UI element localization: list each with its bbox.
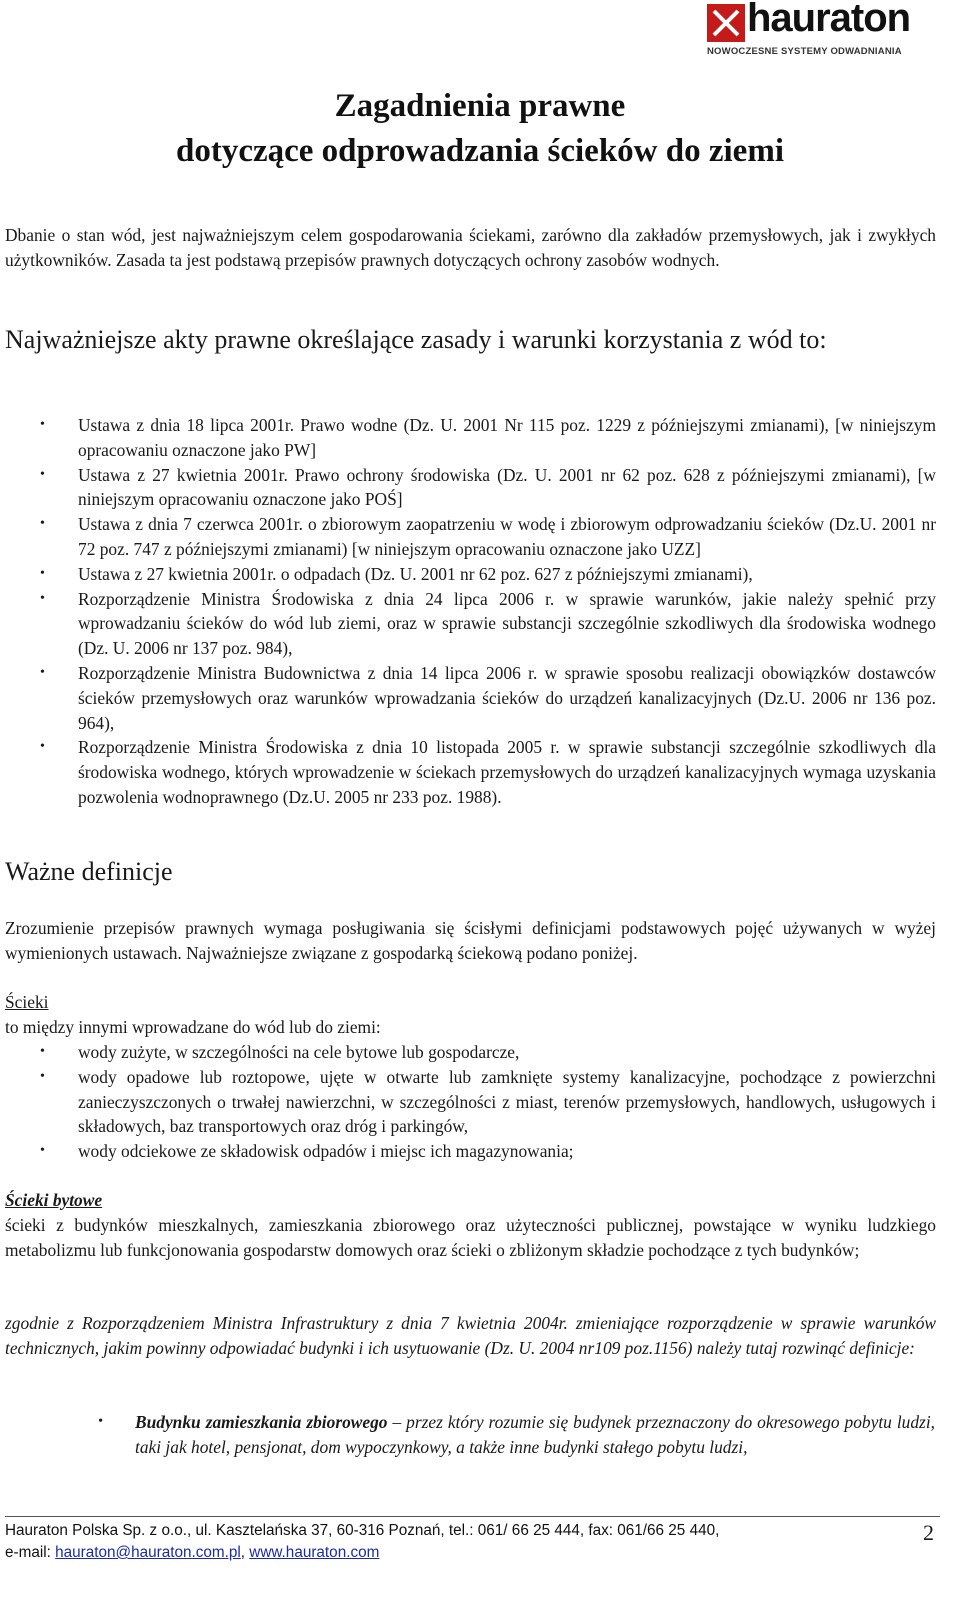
footer-separator: , [240, 1544, 250, 1561]
regulation-note: zgodnie z Rozporządzeniem Ministra Infrastruktury z dnia 7 kwietnia 2004r. zmieniające rozporządzenie w sprawie warunków technicznych, jakim powinny odpowiadać budynki i ich usytuowanie (Dz. U. 2004 nr109 poz.1156) należy tutaj rozwinąć definicje: [5, 1313, 936, 1358]
footer-contact [5, 1542, 719, 1564]
bullet-icon: • [40, 466, 45, 482]
act-text: Rozporządzenie Ministra Budownictwa z dnia 14 lipca 2006 r. w sprawie sposobu realizacji obowiązków dostawców ścieków przemysłowych oraz warunków wprowadzania ścieków do urządzeń kanalizacyjnych (Dz.U. 2006 nr 136 poz. 964), [78, 662, 936, 733]
footer-email-label: e-mail: [5, 1544, 56, 1561]
scieki-bytowe-text: ścieki z budynków mieszkalnych, zamieszkania zbiorowego oraz użyteczności publicznej, powstające w wyniku ludzkiego metabolizmu lub funkcjonowania gospodarstw domowych oraz ścieki o zbliżonym składzie pochodzące z tych budynków; [5, 1215, 936, 1260]
scieki-list [0, 1040, 960, 1164]
bullet-icon: • [40, 664, 45, 680]
list-item [0, 512, 936, 562]
list-item [0, 463, 936, 513]
scieki-item: wody odciekowe ze składowisk odpadów i miejsc ich magazynowania; [78, 1141, 574, 1162]
bullet-icon: • [40, 739, 45, 755]
act-text: Ustawa z 27 kwietnia 2001r. Prawo ochrony środowiska (Dz. U. 2001 nr 62 poz. 628 z późniejszymi zmianami), [w niniejszym opracowaniu oznaczone jako POŚ] [78, 464, 936, 510]
page-title-line-2: dotyczące odprowadzania ścieków do ziemi [175, 133, 784, 169]
email-link[interactable]: hauraton@hauraton.com.pl [55, 1544, 241, 1561]
logo-wordmark: hauraton [747, 0, 911, 40]
list-item [0, 1139, 936, 1164]
page-title-line-1: Zagadnienia prawne [334, 88, 626, 124]
scieki-item: wody zużyte, w szczególności na cele bytowe lub gospodarcze, [78, 1042, 520, 1062]
scieki-lead: to między innymi wprowadzane do wód lub do ziemi: [5, 1017, 381, 1037]
acts-heading: Najważniejsze akty prawne określające zasady i warunki korzystania z wód to: [5, 325, 827, 354]
list-item [0, 562, 936, 587]
hauraton-logo [707, 0, 957, 60]
bullet-icon: • [40, 1044, 45, 1059]
definitions-heading: Ważne definicje [5, 857, 173, 886]
bullet-icon: • [98, 1414, 103, 1429]
bullet-icon: • [40, 1143, 45, 1159]
term-scieki: Ścieki [5, 992, 49, 1012]
list-item [0, 661, 936, 735]
intro-paragraph: Dbanie o stan wód, jest najważniejszym celem gospodarowania ściekami, zarówno dla zakładów przemysłowych, jak i zwykłych użytkowników. Zasada ta jest podstawą przepisów prawnych dotyczących ochrony zasobów wodnych. [5, 225, 936, 270]
list-item [0, 1040, 936, 1065]
acts-list [0, 413, 960, 810]
logo-tagline: NOWOCZESNE SYSTEMY ODWADNIANIA [707, 46, 902, 57]
act-text: Ustawa z dnia 18 lipca 2001r. Prawo wodne (Dz. U. 2001 Nr 115 poz. 1229 z późniejszymi zmianami), [w niniejszym opracowaniu oznaczone jako PW] [78, 415, 936, 460]
bullet-icon: • [40, 1068, 45, 1084]
list-item [0, 1410, 935, 1460]
act-text: Ustawa z dnia 7 czerwca 2001r. o zbiorowym zaopatrzeniu w wodę i zbiorowym odprowadzaniu ścieków (Dz.U. 2001 nr 72 poz. 747 z późniejszymi zmianami) [w niniejszym opracowaniu oznaczone jako UZZ] [78, 514, 936, 559]
building-definition-list [0, 1410, 960, 1460]
list-item [0, 413, 936, 463]
definitions-intro: Zrozumienie przepisów prawnych wymaga posługiwania się ścisłymi definicjami podstawowych pojęć używanych w wyżej wymienionych ustawach. Najważniejsze związane z gospodarką ściekową podano poniżej. [5, 918, 936, 963]
act-text: Rozporządzenie Ministra Środowiska z dnia 24 lipca 2006 r. w sprawie warunków, jakie należy spełnić przy wprowadzaniu ścieków do wód lub ziemi, oraz w sprawie substancji szczególnie szkodliwych dla środowiska wodnego (Dz. U. 2006 nr 137 poz. 984), [78, 588, 936, 659]
footer [5, 1520, 719, 1564]
bullet-icon: • [40, 565, 45, 581]
building-definition-text: – przez który rozumie się budynek przeznaczony do okresowego pobytu ludzi, taki jak hotel, pensjonat, dom wypoczynkowy, a także inne budynki stałego pobytu ludzi, [135, 1412, 935, 1457]
website-link[interactable]: www.hauraton.com [249, 1544, 380, 1561]
building-term: Budynku zamieszkania zbiorowego [135, 1412, 388, 1432]
list-item [0, 735, 936, 809]
logo-mark-icon [707, 4, 745, 42]
footer-address: Hauraton Polska Sp. z o.o., ul. Kasztelańska 37, 60-316 Poznań, tel.: 061/ 66 25 444, fax: 061/66 25 440, [5, 1522, 720, 1539]
bullet-icon: • [40, 417, 45, 432]
list-item [0, 1065, 936, 1139]
list-item [0, 587, 936, 661]
page-number: 2 [923, 1520, 934, 1545]
act-text: Ustawa z 27 kwietnia 2001r. o odpadach (Dz. U. 2001 nr 62 poz. 627 z późniejszymi zmianami), [78, 563, 753, 584]
term-scieki-bytowe: Ścieki bytowe [5, 1190, 103, 1210]
footer-divider [5, 1516, 940, 1517]
scieki-item: wody opadowe lub roztopowe, ujęte w otwarte lub zamknięte systemy kanalizacyjne, pochodzące z powierzchni zanieczyszczonych o trwałej nawierzchni, w szczególności z miast, terenów przemysłowych, handlowych, usługowych i składowych, baz transportowych oraz dróg i parkingów, [78, 1066, 936, 1137]
bullet-icon: • [40, 516, 45, 532]
act-text: Rozporządzenie Ministra Środowiska z dnia 10 listopada 2005 r. w sprawie substancji szczególnie szkodliwych dla środowiska wodnego, których wprowadzenie w ściekach przemysłowych do urządzeń kanalizacyjnych wymaga uzyskania pozwolenia wodnoprawnego (Dz.U. 2005 nr 233 poz. 1988). [78, 737, 936, 807]
bullet-icon: • [40, 590, 45, 606]
